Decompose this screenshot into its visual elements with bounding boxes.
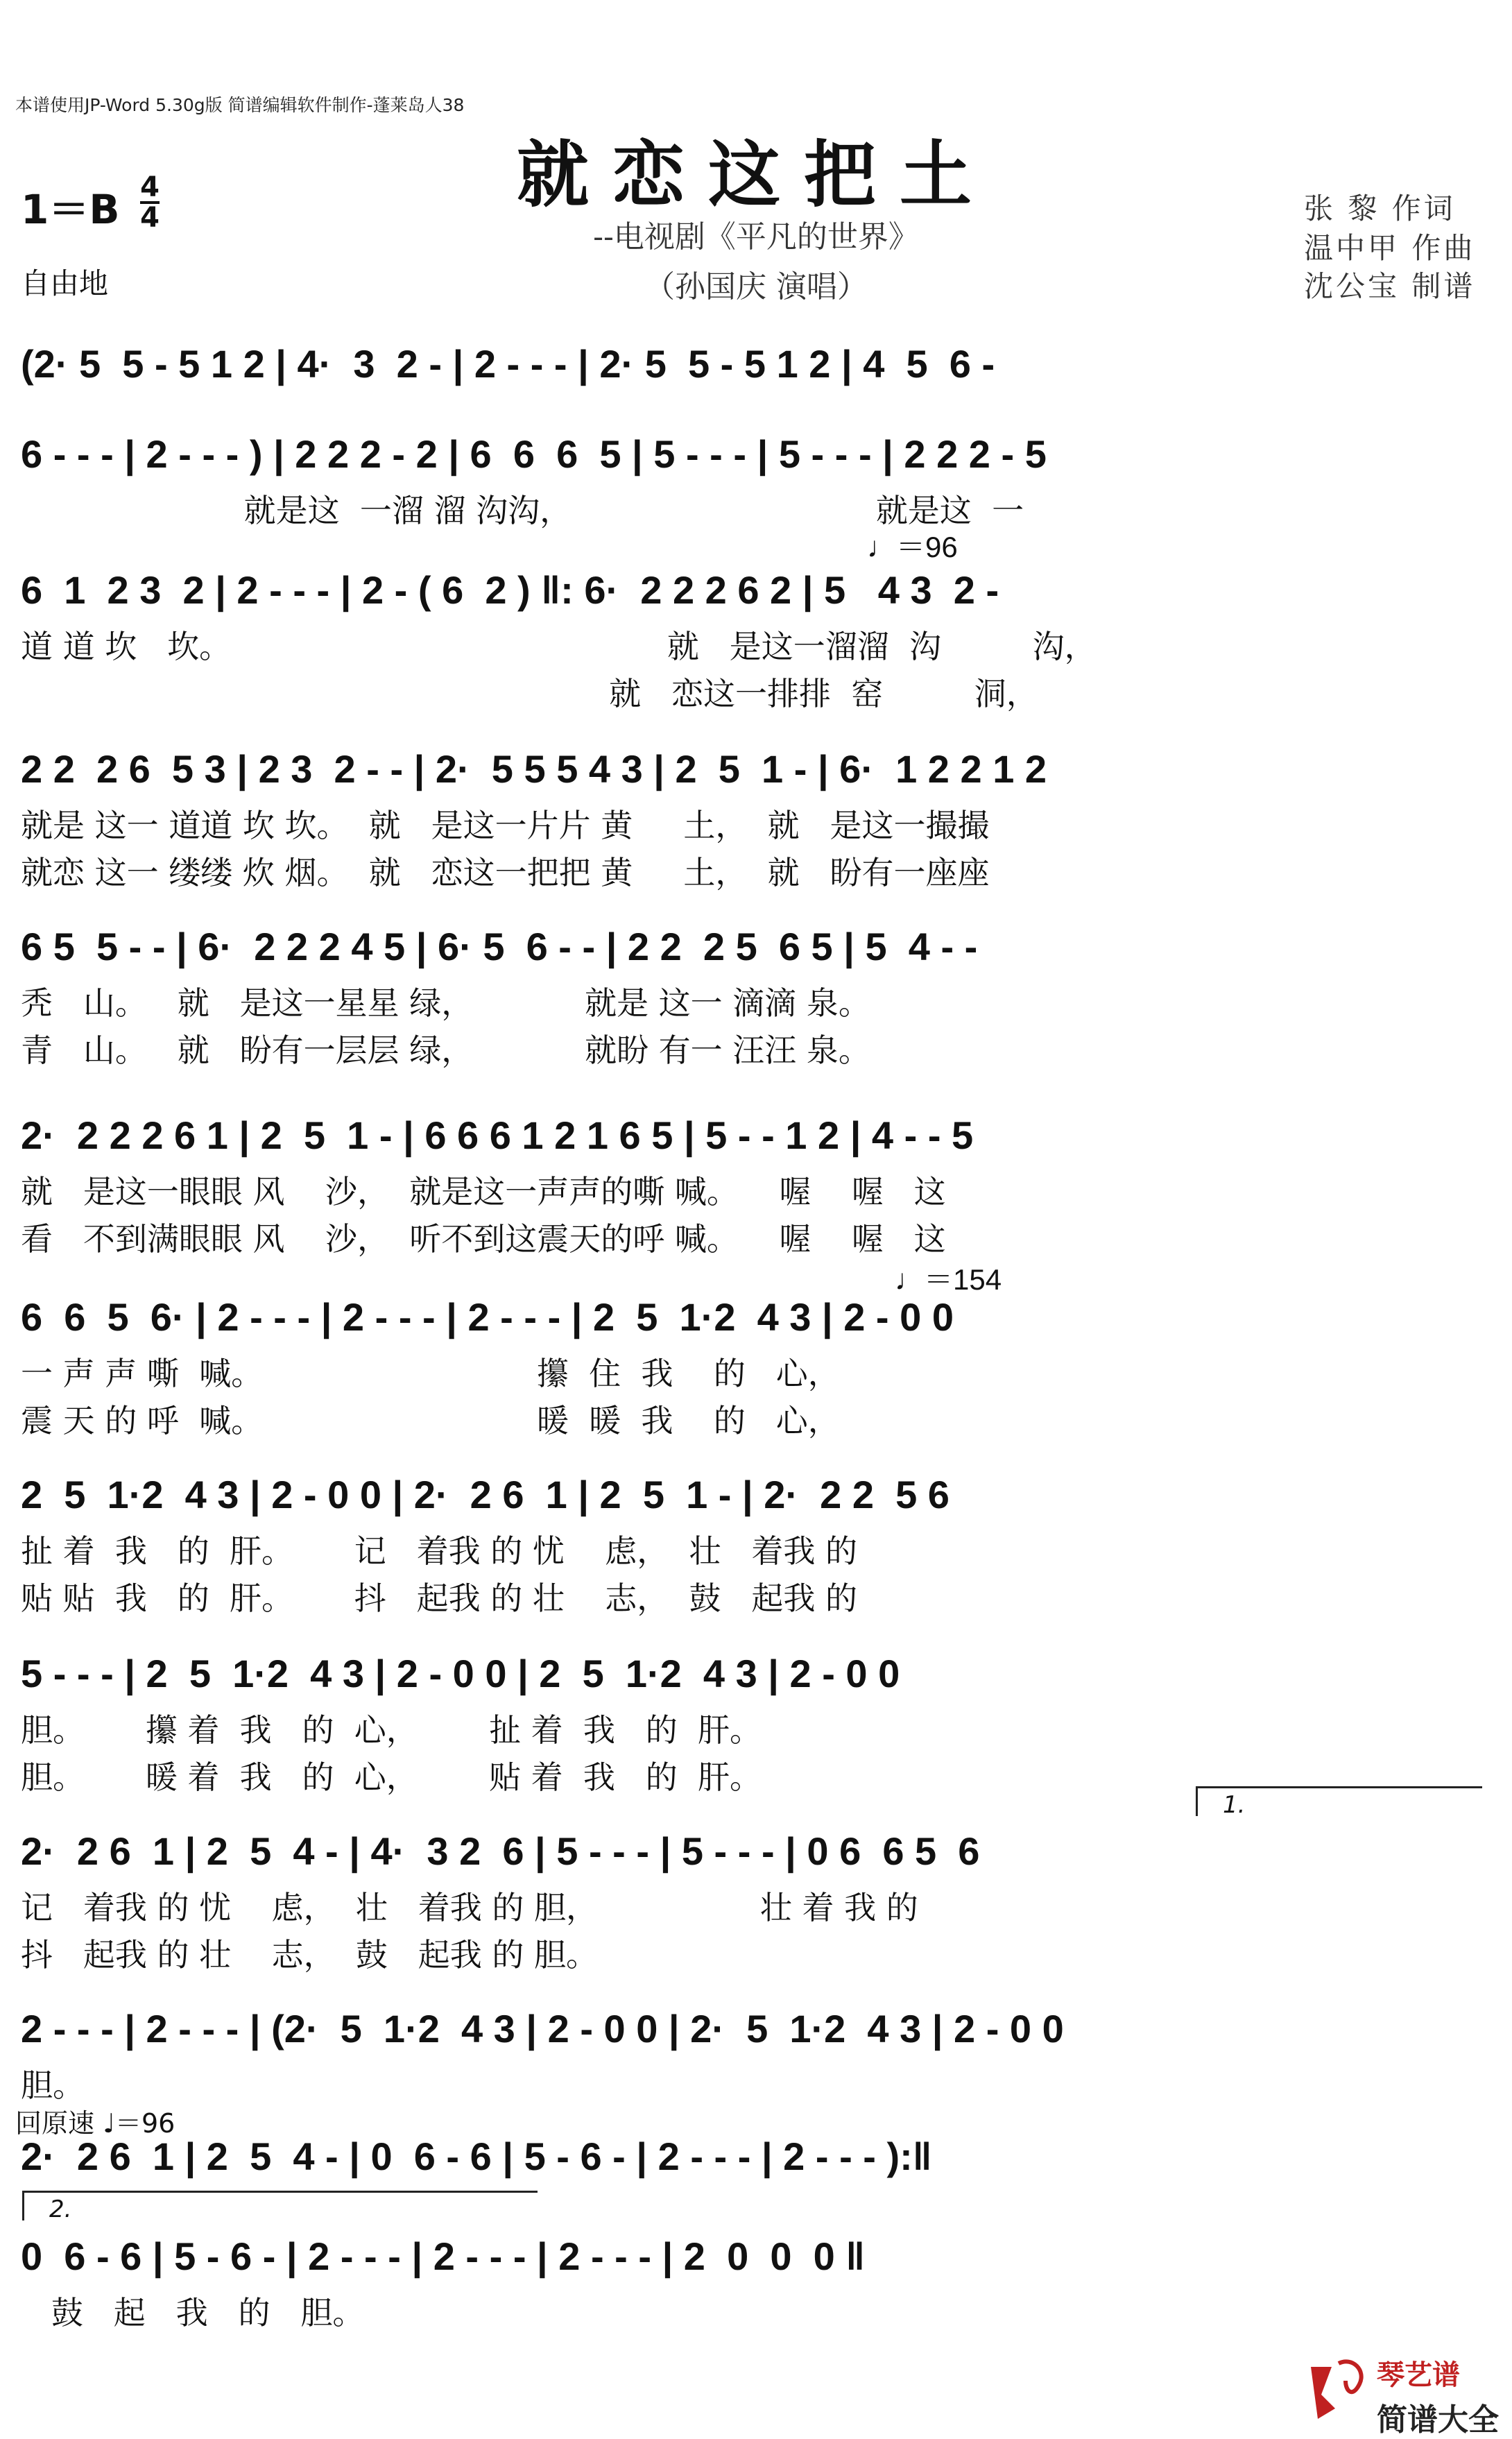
lyric-line: 就恋 这一 缕缕 炊 烟。 就 恋这一把把 黄 土， 就 盼有一座座 bbox=[21, 854, 990, 891]
tempo-change-154: ♩＝154 bbox=[895, 1263, 1002, 1296]
lyric-line: 胆。 bbox=[21, 2066, 85, 2104]
watermark-brand: 琴艺谱 bbox=[1377, 2359, 1460, 2391]
lyric-line: 贴 贴 我 的 肝。 抖 起我 的 壮 志， 鼓 起我 的 bbox=[21, 1580, 858, 1617]
watermark-text: 简谱大全 bbox=[1377, 2402, 1499, 2438]
notes-line: 6 1 2 3 2 | 2 - - - | 2 - ( 6 2 ) ‖: 6· 2 2 2 6 2 | 5 4 3 2 - bbox=[21, 568, 999, 612]
lyric-line: 胆。 暖 着 我 的 心， 贴 着 我 的 肝。 bbox=[21, 1758, 762, 1796]
lyric-line: 看 不到满眼眼 风 沙， 听不到这震天的呼 喊。 喔 喔 这 bbox=[21, 1220, 946, 1258]
key-signature: 1＝B bbox=[21, 186, 120, 233]
lyric-line: 抖 起我 的 壮 志， 鼓 起我 的 胆。 bbox=[21, 1936, 598, 1974]
song-title: 就恋这把土 bbox=[516, 132, 995, 217]
notes-line: (2· 5 5 - 5 1 2 | 4· 3 2 - | 2 - - - | 2· 5 5 - 5 1 2 | 4 5 6 - bbox=[21, 342, 995, 386]
volta-label: 2. bbox=[49, 2196, 72, 2223]
credit-composer: 温中甲 作曲 bbox=[1304, 231, 1476, 265]
tempo-marking: 自由地 bbox=[21, 266, 109, 300]
lyric-line: 震 天 的 呼 喊。 暖 暖 我 的 心， bbox=[21, 1402, 840, 1439]
notes-line: 2 - - - | 2 - - - | (2· 5 1·2 4 3 | 2 - 0 0 | 2· 5 1·2 4 3 | 2 - 0 0 bbox=[21, 2007, 1064, 2051]
volta-label: 1. bbox=[1223, 1791, 1246, 1819]
notes-line: 2 2 2 6 5 3 | 2 3 2 - - | 2· 5 5 5 4 3 | 2 5 1 - | 6· 1 2 2 1 2 bbox=[21, 747, 1047, 791]
lyric-line: 青 山。 就 盼有一层层 绿， 就盼 有一 汪汪 泉。 bbox=[21, 1032, 870, 1069]
notes-line: 2· 2 2 2 6 1 | 2 5 1 - | 6 6 6 1 2 1 6 5 | 5 - - 1 2 | 4 - - 5 bbox=[21, 1113, 974, 1157]
credit-lyricist: 张 黎 作词 bbox=[1304, 191, 1456, 225]
time-top: 4 bbox=[140, 171, 160, 203]
time-signature bbox=[136, 173, 164, 232]
volta-second-ending bbox=[22, 2191, 538, 2223]
lyric-line: 道 道 坎 坎。 就 是这一溜溜 沟 沟， bbox=[21, 628, 1097, 665]
lyric-line: 就是 这一 道道 坎 坎。 就 是这一片片 黄 土， 就 是这一撮撮 bbox=[21, 807, 990, 844]
notes-line: 2· 2 6 1 | 2 5 4 - | 0 6 - 6 | 5 - 6 - | 2 - - - | 2 - - - ):‖ bbox=[21, 2134, 932, 2178]
volta-first-ending bbox=[1196, 1786, 1482, 1819]
back-to-tempo: 回原速 ♩＝96 bbox=[15, 2108, 175, 2139]
lyric-line: 鼓 起 我 的 胆。 bbox=[21, 2294, 365, 2331]
notes-line: 6 - - - | 2 - - - ) | 2 2 2 - 2 | 6 6 6 5 | 5 - - - | 5 - - - | 2 2 2 - 5 bbox=[21, 432, 1047, 476]
credit-arranger: 沈公宝 制谱 bbox=[1304, 269, 1476, 303]
lyric-line: 秃 山。 就 是这一星星 绿， 就是 这一 滴滴 泉。 bbox=[21, 984, 870, 1022]
notes-line: 0 6 - 6 | 5 - 6 - | 2 - - - | 2 - - - | 2 - - - | 2 0 0 0 ‖ bbox=[21, 2234, 866, 2278]
lyric-line: 扯 着 我 的 肝。 记 着我 的 忧 虑， 壮 着我 的 bbox=[21, 1532, 858, 1570]
singer-line: （孙国庆 演唱） bbox=[644, 269, 868, 305]
lyric-line: 记 着我 的 忧 虑， 壮 着我 的 胆， 壮 着 我 的 bbox=[21, 1889, 918, 1926]
lyric-line: 就 恋这一排排 窑 洞， bbox=[21, 675, 1038, 712]
song-subtitle: --电视剧《平凡的世界》 bbox=[593, 219, 919, 255]
time-bottom: 4 bbox=[140, 202, 160, 234]
notes-line: 6 5 5 - - | 6· 2 2 2 4 5 | 6· 5 6 - - | 2 2 2 5 6 5 | 5 4 - - bbox=[21, 925, 978, 968]
notes-line: 2 5 1·2 4 3 | 2 - 0 0 | 2· 2 6 1 | 2 5 1 - | 2· 2 2 5 6 bbox=[21, 1473, 950, 1516]
lyric-line: 就 是这一眼眼 风 沙， 就是这一声声的嘶 喊。 喔 喔 这 bbox=[21, 1173, 946, 1210]
notes-line: 6 6 5 6· | 2 - - - | 2 - - - | 2 - - - | 2 5 1·2 4 3 | 2 - 0 0 bbox=[21, 1295, 954, 1339]
notes-line: 5 - - - | 2 5 1·2 4 3 | 2 - 0 0 | 2 5 1·2 4 3 | 2 - 0 0 bbox=[21, 1652, 900, 1695]
lyric-line: 就是这 一溜 溜 沟沟， 就是这 一 bbox=[21, 492, 1024, 529]
lyric-line: 胆。 攥 着 我 的 心， 扯 着 我 的 肝。 bbox=[21, 1711, 762, 1749]
lyric-line: 一 声 声 嘶 喊。 攥 住 我 的 心， bbox=[21, 1355, 840, 1392]
notes-line: 2· 2 6 1 | 2 5 4 - | 4· 3 2 6 | 5 - - - | 5 - - - | 0 6 6 5 6 bbox=[21, 1829, 980, 1873]
software-note: 本谱使用JP-Word 5.30g版 简谱编辑软件制作-蓬莱岛人38 bbox=[15, 95, 465, 115]
tempo-change-96: ♩＝96 bbox=[867, 531, 958, 563]
